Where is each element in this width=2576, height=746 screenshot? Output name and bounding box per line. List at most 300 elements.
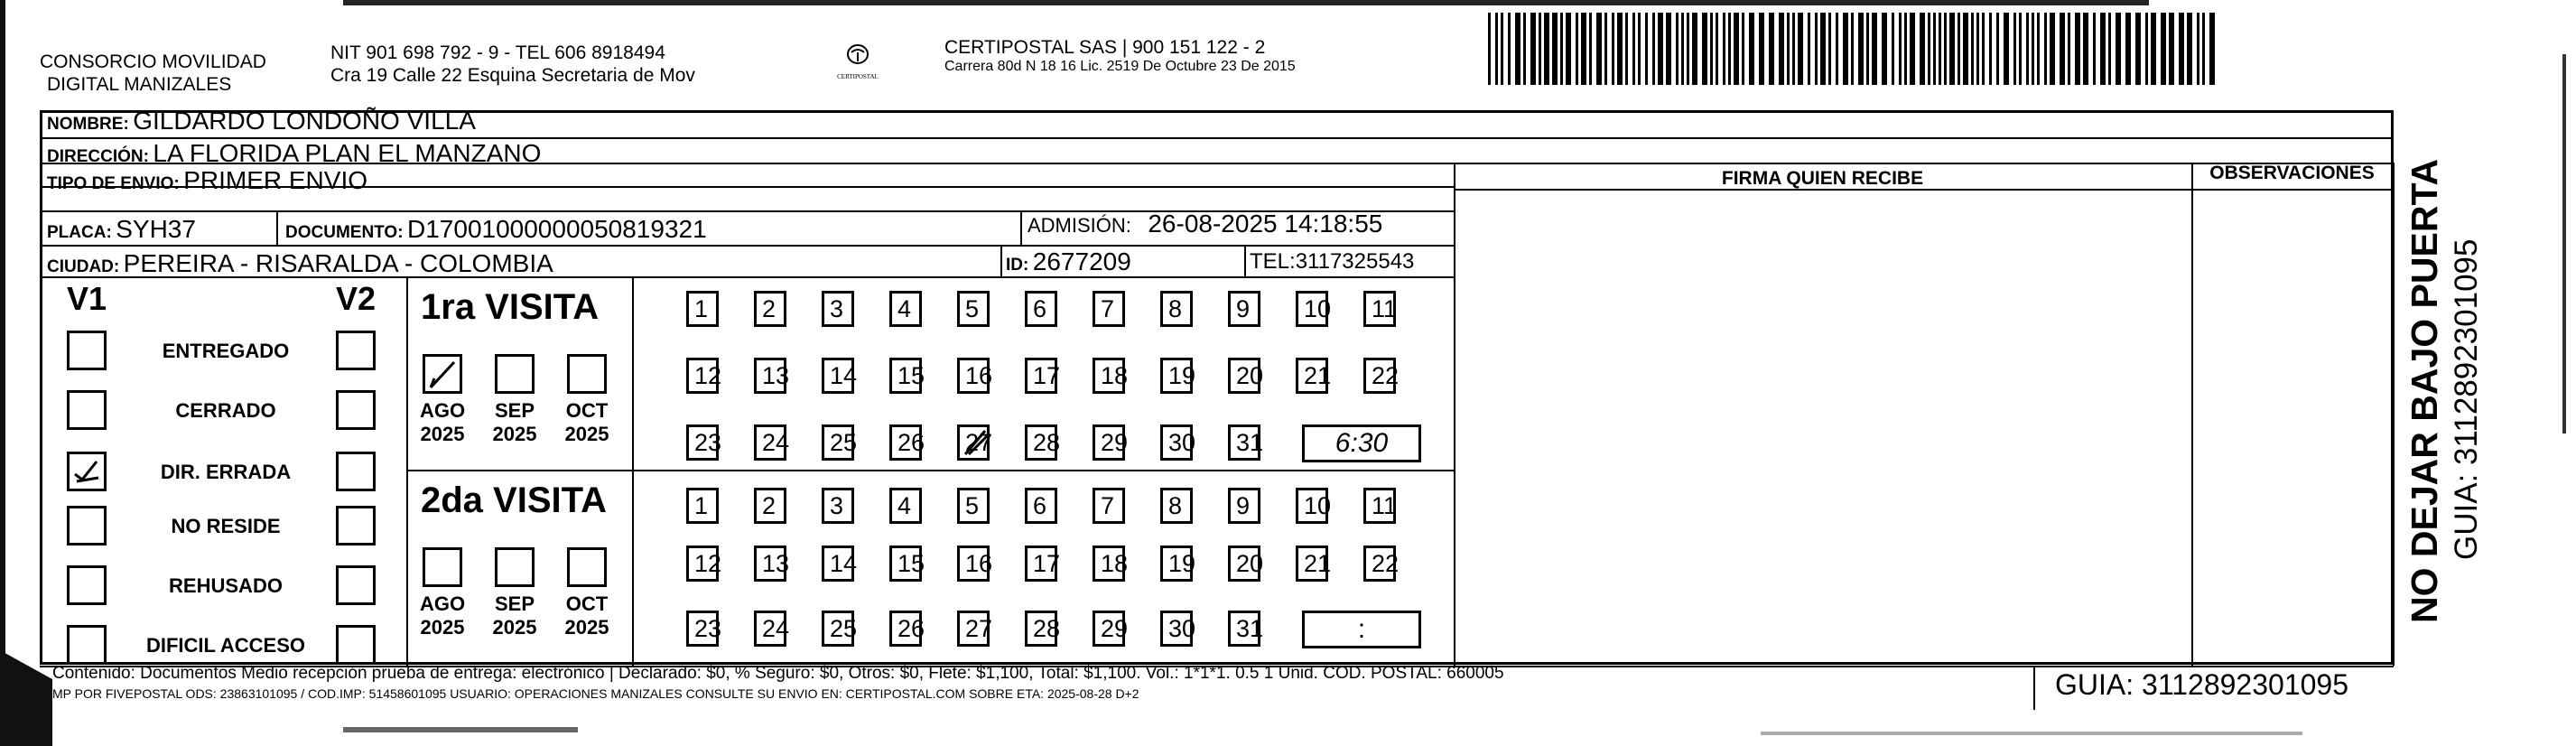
day-box[interactable]: [1093, 291, 1125, 327]
barcode-bar: [2161, 13, 2166, 85]
day-box[interactable]: [1228, 291, 1260, 327]
barcode-bar: [2125, 13, 2131, 85]
day-number: 21: [1304, 550, 1332, 577]
day-number: 11: [1372, 295, 1398, 322]
day-box[interactable]: [754, 291, 786, 327]
barcode-bar: [2135, 13, 2141, 85]
barcode-bar: [1687, 13, 1689, 85]
tel-label: TEL:: [1250, 249, 1296, 274]
day-box[interactable]: [686, 611, 722, 647]
day-box[interactable]: [754, 611, 790, 647]
barcode-bar: [1792, 13, 1795, 85]
barcode-bar: [1552, 13, 1558, 85]
barcode-bar: [2209, 13, 2215, 85]
day-number: 24: [762, 429, 790, 456]
barcode-bar: [1963, 13, 1968, 85]
day-box[interactable]: [1025, 291, 1057, 327]
barcode-bar: [1495, 13, 1498, 85]
barcode-bar: [1702, 13, 1707, 85]
day-number: 18: [1101, 362, 1129, 389]
day-box[interactable]: [1296, 291, 1332, 327]
company-name: CONSORCIO MOVILIDAD DIGITAL MANIZALES: [40, 51, 266, 95]
status-label: DIFICIL ACCESO: [145, 634, 305, 657]
v1-checkbox[interactable]: [67, 565, 107, 605]
barcode-bar: [1617, 13, 1623, 85]
day-number: 29: [1101, 429, 1129, 456]
day-box[interactable]: [1093, 611, 1129, 647]
barcode-bar: [1728, 13, 1731, 85]
second-visit-time-box[interactable]: [1302, 611, 1421, 648]
day-number: 5: [965, 492, 980, 519]
day-number: 19: [1168, 362, 1196, 389]
barcode-bar: [1544, 13, 1549, 85]
barcode-bar: [1723, 13, 1725, 85]
year-label: 2025: [420, 616, 465, 639]
day-box[interactable]: [1296, 488, 1332, 524]
day-box[interactable]: [822, 424, 858, 461]
barcode-bar: [1928, 13, 1930, 85]
barcode-bar: [2145, 13, 2148, 85]
barcode-bar: [2060, 13, 2065, 85]
barcode-bar: [1866, 13, 1869, 85]
barcode-bar: [1843, 13, 1848, 85]
visit-time-value: :: [1357, 614, 1366, 644]
v2-checkbox[interactable]: [336, 506, 376, 546]
barcode-image: [1488, 13, 2216, 85]
barcode-bar: [2004, 13, 2009, 85]
tel-row: [1250, 249, 1414, 275]
barcode-bar: [1982, 13, 1985, 85]
day-box[interactable]: [1228, 424, 1264, 461]
day-number: 13: [762, 362, 790, 389]
observaciones-label: OBSERVACIONES: [2209, 163, 2375, 183]
barcode-bar: [2032, 13, 2034, 85]
barcode-bar: [1604, 13, 1607, 85]
signature-area[interactable]: [1457, 191, 2190, 664]
day-box[interactable]: [1160, 488, 1193, 524]
day-number: 6: [1033, 295, 1047, 322]
v2-checkbox[interactable]: [336, 625, 376, 665]
status-label: CERRADO: [175, 399, 276, 422]
barcode-bar: [2019, 13, 2022, 85]
scribble-mark-icon: [962, 427, 989, 458]
footer-guia-number: GUIA: 3112892301095: [2055, 668, 2348, 701]
barcode-bar: [1899, 13, 1902, 85]
barcode-bar: [2044, 13, 2047, 85]
day-number: 20: [1236, 362, 1264, 389]
day-box[interactable]: [754, 424, 790, 461]
day-number: 5: [965, 295, 980, 322]
v1-checkbox[interactable]: [67, 331, 107, 370]
day-box[interactable]: [1093, 546, 1129, 582]
day-number: 17: [1033, 362, 1061, 389]
side-guia-text: GUIA: 3112892301095: [2449, 238, 2484, 560]
barcode-bar: [1759, 13, 1764, 85]
barcode-bar: [1820, 13, 1826, 85]
barcode-bar: [1589, 13, 1592, 85]
day-box[interactable]: [686, 488, 719, 524]
barcode-bar: [1515, 13, 1520, 85]
v2-checkbox[interactable]: [336, 565, 376, 605]
day-box[interactable]: [957, 291, 990, 327]
day-box[interactable]: [686, 358, 722, 394]
v2-checkbox[interactable]: [336, 452, 376, 491]
barcode-bar: [1692, 13, 1697, 85]
documento-value: D17001000000050819321: [407, 215, 707, 243]
day-box[interactable]: [957, 424, 993, 461]
day-box[interactable]: [686, 424, 722, 461]
nombre-row: [47, 107, 476, 135]
day-box[interactable]: [686, 546, 722, 582]
documento-label: DOCUMENTO:: [285, 223, 404, 242]
day-number: 16: [965, 362, 993, 389]
month-label: OCT: [565, 399, 609, 422]
scan-edge-bottom: [343, 727, 578, 732]
day-box[interactable]: [889, 546, 925, 582]
day-box[interactable]: [1296, 546, 1332, 582]
barcode-bar: [1808, 13, 1810, 85]
barcode-bar: [2013, 13, 2016, 85]
barcode-bar: [1836, 13, 1838, 85]
barcode-bar: [2169, 13, 2174, 85]
barcode-bar: [1939, 13, 1941, 85]
barcode-bar: [1996, 13, 1999, 85]
placa-row: [47, 215, 196, 244]
barcode-bar: [2037, 13, 2040, 85]
day-number: 17: [1033, 550, 1061, 577]
day-box[interactable]: [1228, 546, 1264, 582]
day-number: 8: [1168, 492, 1183, 519]
month-checkbox[interactable]: [495, 547, 535, 587]
day-box[interactable]: [1228, 488, 1260, 524]
day-box[interactable]: [822, 488, 854, 524]
day-number: 13: [762, 550, 790, 577]
day-box[interactable]: [1160, 358, 1196, 394]
ciudad-label: CIUDAD:: [47, 257, 120, 276]
day-number: 8: [1168, 295, 1183, 322]
day-number: 10: [1304, 492, 1332, 519]
barcode-bar: [1742, 13, 1744, 85]
barcode-bar: [2197, 13, 2199, 85]
barcode-bar: [1716, 13, 1718, 85]
day-number: 15: [897, 550, 925, 577]
barcode-bar: [1933, 13, 1936, 85]
day-number: 14: [830, 362, 858, 389]
barcode-bar: [1798, 13, 1803, 85]
day-box[interactable]: [1093, 488, 1125, 524]
day-box[interactable]: [889, 358, 925, 394]
day-number: 20: [1236, 550, 1264, 577]
day-number: 27: [965, 615, 993, 642]
v1-checkbox[interactable]: [67, 452, 107, 491]
barcode-bar: [2187, 13, 2192, 85]
day-box[interactable]: [889, 291, 922, 327]
first-visit-title: 1ra VISITA: [421, 287, 600, 327]
day-box[interactable]: [1160, 291, 1193, 327]
day-box[interactable]: [1363, 546, 1400, 582]
tel-value: 3117325543: [1295, 249, 1415, 274]
barcode-bar: [1581, 13, 1586, 85]
year-label: 2025: [420, 423, 465, 445]
day-number: 26: [897, 615, 925, 642]
barcode-bar: [2093, 13, 2096, 85]
day-number: 16: [965, 550, 993, 577]
month-label: SEP: [494, 399, 535, 422]
v2-checkbox[interactable]: [336, 331, 376, 370]
scan-edge-bottom-right: [1761, 732, 2302, 735]
company-contact: NIT 901 698 792 - 9 - TEL 606 8918494 Cra 19 Calle 22 Esquina Secretaria de Mov: [330, 42, 695, 86]
day-number: 14: [830, 550, 858, 577]
barcode-bar: [1652, 13, 1655, 85]
id-label: ID:: [1006, 256, 1029, 275]
admision-label: ADMISIÓN:: [1028, 214, 1131, 237]
v2-label: V2: [336, 280, 377, 317]
day-number: 30: [1168, 615, 1196, 642]
month-label: SEP: [494, 592, 535, 615]
observations-area[interactable]: [2195, 191, 2391, 664]
day-box[interactable]: [1228, 358, 1264, 394]
nombre-label: NOMBRE:: [47, 115, 129, 134]
barcode-bar: [1858, 13, 1864, 85]
barcode-bar: [1749, 13, 1754, 85]
tipo-label: TIPO DE ENVIO:: [47, 174, 180, 193]
barcode-bar: [1949, 13, 1955, 85]
courier-info: CERTIPOSTAL SAS | 900 151 122 - 2 Carrera 80d N 18 16 Lic. 2519 De Octubre 23 De 2015: [944, 37, 1296, 74]
scan-edge-right: [2562, 54, 2566, 434]
barcode-bar: [1904, 13, 1907, 85]
direccion-value: LA FLORIDA PLAN EL MANZANO: [153, 139, 542, 167]
day-number: 22: [1372, 362, 1400, 389]
placa-value: SYH37: [116, 215, 196, 243]
ciudad-row: [47, 249, 553, 278]
day-box[interactable]: [822, 546, 858, 582]
day-number: 12: [694, 362, 722, 389]
direccion-label: DIRECCIÓN:: [47, 147, 149, 166]
day-number: 9: [1236, 295, 1251, 322]
barcode-bar: [1658, 13, 1663, 85]
first-visit-time-box[interactable]: [1302, 424, 1421, 462]
v1-checkbox[interactable]: [67, 390, 107, 430]
day-number: 19: [1168, 550, 1196, 577]
barcode-bar: [1612, 13, 1614, 85]
day-box[interactable]: [1160, 611, 1196, 647]
tipo-row: [47, 166, 367, 195]
day-number: 4: [897, 295, 912, 322]
day-number: 4: [897, 492, 912, 519]
barcode-bar: [2116, 13, 2121, 85]
admision-value: 26-08-2025 14:18:55: [1148, 210, 1383, 238]
day-number: 1: [694, 295, 709, 322]
barcode-bar: [1539, 13, 1541, 85]
second-visit-title: 2da VISITA: [421, 480, 607, 520]
year-label: 2025: [492, 423, 537, 445]
day-box[interactable]: [957, 358, 993, 394]
footer-tracking-line: MP POR FIVEPOSTAL ODS: 23863101095 / COD.IMP: 51458601095 USUARIO: OPERACIONES MANIZALES CONSULTE SU ENVIO EN: CERTIPOSTAL.COM SOBRE ETA: 2025-08-28 D+2: [52, 686, 1139, 701]
year-label: 2025: [492, 616, 537, 639]
day-box[interactable]: [822, 291, 854, 327]
footer-content-line: Contenido: Documentos Medio recepción prueba de entrega: electrónico | Declarado: $0, % Seguro: $0, Otros: $0, Flete: $1,100, Total: $1,100. Vol.: 1*1*1. 0.5 1 Unid. COD. POSTAL: 660005: [52, 664, 1504, 683]
barcode-bar: [1666, 13, 1671, 85]
day-number: 25: [830, 615, 858, 642]
month-label: AGO: [419, 592, 466, 615]
admision-row: [1028, 210, 1382, 238]
barcode-bar: [1787, 13, 1790, 85]
barcode-bar: [2068, 13, 2070, 85]
day-box[interactable]: [957, 546, 993, 582]
day-number: 10: [1304, 295, 1332, 322]
barcode-bar: [1892, 13, 1894, 85]
day-number: 2: [762, 492, 777, 519]
day-number: 18: [1101, 550, 1129, 577]
day-box[interactable]: [889, 488, 922, 524]
barcode-bar: [1638, 13, 1641, 85]
day-box[interactable]: [1228, 611, 1264, 647]
scan-edge-top: [0, 0, 2576, 13]
barcode-bar: [1488, 13, 1491, 85]
day-number: 3: [830, 492, 844, 519]
month-checkbox[interactable]: [567, 547, 607, 587]
barcode-bar: [1828, 13, 1831, 85]
day-box[interactable]: [754, 358, 790, 394]
day-box[interactable]: [1363, 291, 1396, 327]
placa-label: PLACA:: [47, 223, 112, 242]
month-label: OCT: [565, 592, 609, 615]
day-box[interactable]: [1025, 424, 1061, 461]
year-label: 2025: [564, 423, 609, 445]
year-label: 2025: [564, 616, 609, 639]
day-box[interactable]: [822, 358, 858, 394]
day-box[interactable]: [1025, 358, 1061, 394]
barcode-bar: [1501, 13, 1503, 85]
barcode-bar: [1523, 13, 1526, 85]
day-box[interactable]: [754, 546, 790, 582]
barcode-bar: [1976, 13, 1979, 85]
id-value: 2677209: [1032, 247, 1131, 275]
day-number: 7: [1101, 492, 1115, 519]
month-checkbox[interactable]: [423, 354, 462, 394]
tipo-value: PRIMER ENVIO: [183, 166, 368, 194]
ciudad-value: PEREIRA - RISARALDA - COLOMBIA: [123, 249, 553, 277]
day-box[interactable]: [1363, 488, 1396, 524]
day-number: 15: [897, 362, 925, 389]
day-box[interactable]: [889, 611, 925, 647]
barcode-bar: [2151, 13, 2156, 85]
side-warning-text: NO DEJAR BAJO PUERTA: [2404, 158, 2445, 623]
day-number: 28: [1033, 615, 1061, 642]
visit-time-value: 6:30: [1334, 428, 1389, 458]
day-box[interactable]: [1025, 546, 1061, 582]
month-checkbox[interactable]: [423, 547, 462, 587]
month-label: AGO: [419, 399, 466, 422]
day-number: 23: [694, 615, 722, 642]
day-number: 30: [1168, 429, 1196, 456]
barcode-bar: [1971, 13, 1974, 85]
v2-checkbox[interactable]: [336, 390, 376, 430]
barcode-bar: [1989, 13, 1992, 85]
barcode-bar: [2083, 13, 2088, 85]
day-number: 23: [694, 429, 722, 456]
v1-checkbox[interactable]: [67, 625, 107, 665]
barcode-bar: [1560, 13, 1563, 85]
status-label: REHUSADO: [169, 574, 283, 597]
barcode-bar: [1508, 13, 1511, 85]
barcode-bar: [2202, 13, 2205, 85]
barcode-bar: [2026, 13, 2029, 85]
barcode-bar: [1944, 13, 1947, 85]
barcode-bar: [1769, 13, 1774, 85]
barcode-bar: [2075, 13, 2080, 85]
month-checkbox[interactable]: [495, 354, 535, 394]
day-box[interactable]: [1160, 546, 1196, 582]
barcode-bar: [1920, 13, 1925, 85]
day-number: 11: [1372, 492, 1398, 519]
day-box[interactable]: [957, 611, 993, 647]
barcode-bar: [1910, 13, 1915, 85]
day-box[interactable]: [686, 291, 719, 327]
direccion-row: [47, 139, 541, 168]
certipostal-logo: CERTIPOSTAL: [831, 42, 885, 87]
barcode-bar: [1566, 13, 1571, 85]
nombre-value: GILDARDO LONDOÑO VILLA: [133, 107, 476, 135]
day-box[interactable]: [889, 424, 925, 461]
day-box[interactable]: [822, 611, 858, 647]
day-box[interactable]: [1296, 358, 1332, 394]
v1-label: V1: [67, 280, 107, 317]
documento-row: [285, 215, 707, 244]
day-number: 28: [1033, 429, 1061, 456]
day-box[interactable]: [1160, 424, 1196, 461]
day-box[interactable]: [1025, 488, 1057, 524]
id-row: [1006, 247, 1131, 276]
day-box[interactable]: [1363, 358, 1400, 394]
barcode-bar: [1710, 13, 1713, 85]
day-box[interactable]: [1025, 611, 1061, 647]
barcode-bar: [1872, 13, 1877, 85]
check-mark-icon: [70, 454, 104, 489]
day-number: 9: [1236, 492, 1251, 519]
barcode-bar: [1645, 13, 1648, 85]
day-number: 12: [694, 550, 722, 577]
day-box[interactable]: [957, 488, 990, 524]
day-box[interactable]: [754, 488, 786, 524]
day-number: 22: [1372, 550, 1400, 577]
day-number: 24: [762, 615, 790, 642]
day-number: 25: [830, 429, 858, 456]
day-number: 26: [897, 429, 925, 456]
barcode-bar: [1681, 13, 1684, 85]
barcode-bar: [1576, 13, 1578, 85]
barcode-bar: [1882, 13, 1887, 85]
barcode-bar: [1779, 13, 1784, 85]
barcode-bar: [1625, 13, 1628, 85]
status-label: ENTREGADO: [162, 340, 290, 362]
day-number: 3: [830, 295, 844, 322]
barcode-bar: [1815, 13, 1818, 85]
barcode-bar: [2179, 13, 2184, 85]
barcode-bar: [2108, 13, 2111, 85]
barcode-bar: [1958, 13, 1960, 85]
day-number: 29: [1101, 615, 1129, 642]
v1-checkbox[interactable]: [67, 506, 107, 546]
day-number: 31: [1236, 615, 1264, 642]
barcode-bar: [2050, 13, 2055, 85]
day-box[interactable]: [1093, 424, 1129, 461]
barcode-bar: [1676, 13, 1679, 85]
day-box[interactable]: [1093, 358, 1129, 394]
day-number: 7: [1101, 295, 1115, 322]
barcode-bar: [1596, 13, 1602, 85]
month-checkbox[interactable]: [567, 354, 607, 394]
